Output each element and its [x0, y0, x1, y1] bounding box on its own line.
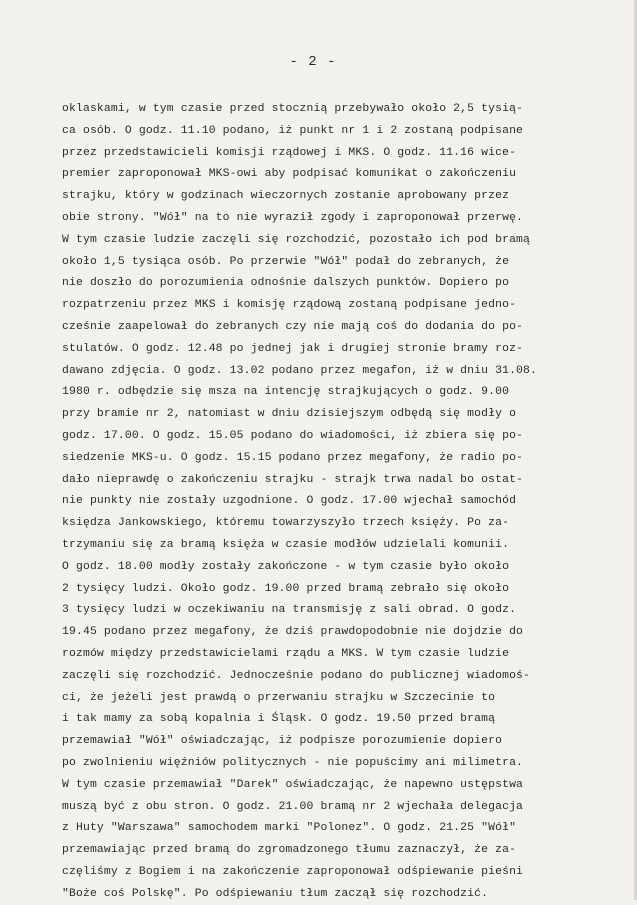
text-line: przy bramie nr 2, natomiast w dniu dzisiejszym odbędą się modły o — [62, 408, 517, 421]
text-line: przemawiał "Wół" oświadczając, iż podpisze porozumienie dopiero — [62, 735, 503, 748]
text-line: rozmów między przedstawicielami rządu a MKS. W tym czasie ludzie — [62, 647, 510, 660]
page-number: - 2 - — [289, 54, 337, 70]
text-line: z Huty "Warszawa" samochodem marki "Polonez". O godz. 21.25 "Wół" — [62, 822, 517, 835]
text-line: zaczęli się rozchodzić. Jednocześnie podano do publicznej wiadomoś- — [62, 669, 531, 682]
text-line: cześnie zaapelował do zebranych czy nie mają coś do dodania do po- — [62, 320, 524, 333]
text-line: O godz. 18.00 modły zostały zakończone - w tym czasie było około — [62, 560, 510, 573]
text-line: ci, że jeżeli jest prawdą o przerwaniu strajku w Szczecinie to — [62, 691, 496, 704]
text-line: około 1,5 tysiąca osób. Po przerwie "Wół" podał do zebranych, że — [62, 255, 510, 268]
text-line: W tym czasie przemawiał "Darek" oświadczając, że napewno ustępstwa — [62, 778, 524, 791]
text-line: 2 tysięcy ludzi. Około godz. 19.00 przed bramą zebrało się około — [62, 582, 510, 595]
text-line: 1980 r. odbędzie się msza na intencję strajkujących o godz. 9.00 — [62, 386, 510, 399]
text-line: trzymaniu się za bramą księża w czasie modłów udzielali komunii. — [62, 538, 510, 551]
text-line: nie doszło do porozumienia odnośnie dalszych punktów. Dopiero po — [62, 277, 510, 290]
text-line: nie punkty nie zostały uzgodnione. O godz. 17.00 wjechał samochód — [62, 495, 517, 508]
text-line: muszą być z obu stron. O godz. 21.00 bramą nr 2 wjechała delegacja — [62, 800, 524, 813]
text-line: po zwolnieniu więźniów politycznych - nie popuścimy ani milimetra. — [62, 756, 524, 769]
text-line: 3 tysięcy ludzi w oczekiwaniu na transmisję z sali obrad. O godz. — [62, 604, 517, 617]
text-line: strajku, który w godzinach wieczornych zostanie aprobowany przez — [62, 190, 510, 203]
text-line: godz. 17.00. O godz. 15.05 podano do wiadomości, iż zbiera się po- — [62, 429, 524, 442]
text-line: premier zaproponował MKS-owi aby podpisać komunikat o zakończeniu — [62, 168, 517, 181]
text-line: stulatów. O godz. 12.48 po jednej jak i drugiej stronie bramy roz- — [62, 342, 524, 355]
text-line: i tak mamy za sobą kopalnia i Śląsk. O godz. 19.50 przed bramą — [62, 713, 496, 726]
text-line: przemawiając przed bramą do zgromadzonego tłumu zaznaczył, że za- — [62, 844, 517, 857]
text-line: księdza Jankowskiego, któremu towarzyszyło trzech księży. Po za- — [62, 517, 510, 530]
text-line: ca osób. O godz. 11.10 podano, iż punkt nr 1 i 2 zostaną podpisane — [62, 124, 524, 137]
text-line: "Boże coś Polskę". Po odśpiewaniu tłum zaczął się rozchodzić. — [62, 887, 489, 900]
text-line: oklaskami, w tym czasie przed stocznią przebywało około 2,5 tysią- — [62, 103, 524, 115]
text-line: siedzenie MKS-u. O godz. 15.15 podano przez megafony, że radio po- — [62, 451, 524, 464]
text-line: W tym czasie ludzie zaczęli się rozchodzić, pozostało ich pod bramą — [62, 233, 531, 246]
text-line: obie strony. "Wół" na to nie wyraził zgody i zaproponował przerwę. — [62, 211, 524, 224]
text-line: przez przedstawicieli komisji rządowej i MKS. O godz. 11.16 wice- — [62, 146, 517, 159]
text-line: dawano zdjęcia. O godz. 13.02 podano przez megafon, iż w dniu 31.08. — [62, 364, 538, 377]
text-line: 19.45 podano przez megafony, że dziś prawdopodobnie nie dojdzie do — [62, 626, 524, 639]
text-line: częliśmy z Bogiem i na zakończenie zaproponował odśpiewanie pieśni — [62, 865, 524, 878]
text-line: dało nieprawdę o zakończeniu strajku - strajk trwa nadal bo ostat- — [62, 473, 524, 486]
text-line: rozpatrzeniu przez MKS i komisję rządową zostaną podpisane jedno- — [62, 299, 517, 312]
body-text — [62, 99, 562, 905]
